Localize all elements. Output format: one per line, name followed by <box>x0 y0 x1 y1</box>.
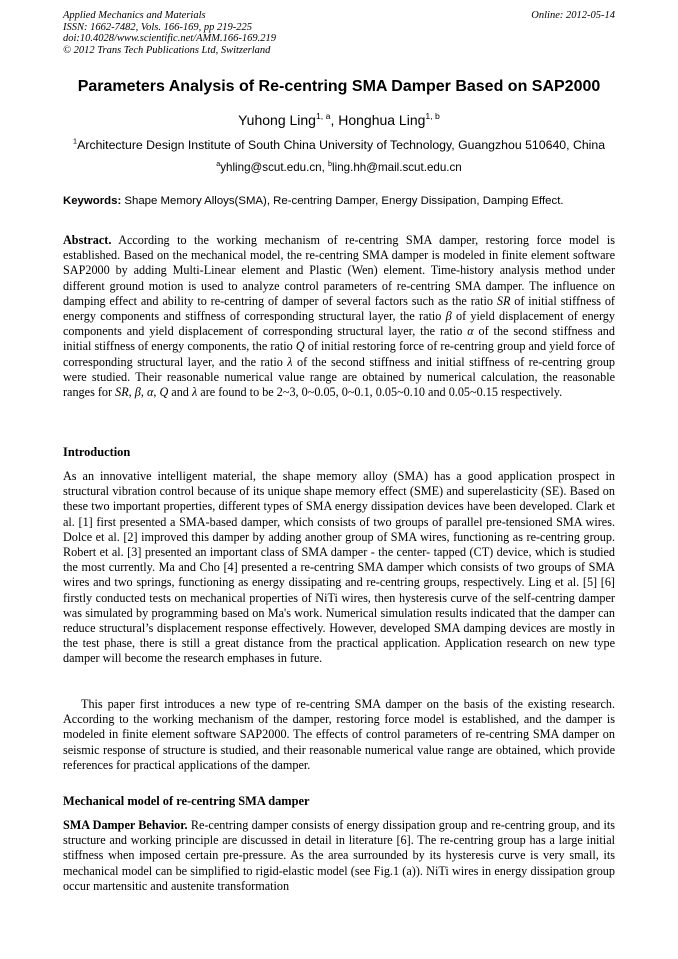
author-superscript: 1, a <box>315 110 331 121</box>
author-name: Honghua Ling <box>338 112 426 128</box>
doi-line: doi:10.4028/www.scientific.net/AMM.166-169.219 <box>63 33 276 45</box>
author-superscript: 1, b <box>425 110 440 121</box>
affiliation-superscript: 1 <box>72 136 78 146</box>
abstract-label: Abstract. <box>63 233 112 247</box>
abstract-text: are found to be 2~3, 0~0.05, 0~0.1, 0.05~0.10 and 0.05~0.15 respectively. <box>197 385 563 400</box>
email-address: ling.hh@mail.scut.edu.cn <box>332 161 462 174</box>
abstract-text: of yield displacement of energy components and yield displacement of corresponding structural layer, the ratio <box>63 309 615 339</box>
symbol-sr: SR <box>496 293 511 308</box>
symbol-alpha: α <box>467 324 474 339</box>
introduction-paragraph: This paper first introduces a new type of re-centring SMA damper on the basis of the existing research. According to the working mechanism of the damper, restoring force model is established, and the damper is modeled in finite element software SAP2000. The effects of control parameters of re-centring SMA damper on seismic response of structure is studied, and their reasonable numerical value range are obtained, which provide references for practical applications of the damper. <box>63 697 615 772</box>
introduction-paragraph: As an innovative intelligent material, the shape memory alloy (SMA) has a good application prospect in structural vibration control because of its unique shape memory effect (SME) and superelasticity (SE). Based on these two important properties, different types of SMA energy dissipation devices have been developed. Clark et al. [1] first presented a SMA-based damper, which consists of two groups of parallel pre-tensioned SMA wires. Dolce et al. [2] improved this damper by adding another group of SMA wires, functioning as re-centring group. Robert et al. [3] presented an important class of SMA damper - the center- tapped (CT) device, which is studied the most currently. Ma and Cho [4] presented a re-centring SMA damper which consists of two groups of SMA wires and two springs, functioning as energy dissipating and re-centring groups, respectively. Ling et al. [5] [6] firstly conducted tests on mechanical properties of NiTi wires, then hysteresis curve of the self-centring damper was simulated by programming based on Ma's work. Numerical simulation results indicated that the damper can reduce structural’s displacement response effectively. However, developed SMA damping devices are mostly in the test phase, there is still a great distance from the practical application. Application research on new type damper will become the research emphases in future. <box>63 469 615 666</box>
mechanical-paragraph <box>63 818 615 894</box>
section-heading-mechanical-model: Mechanical model of re-centring SMA damper <box>63 794 310 808</box>
symbol-alpha: α <box>146 385 154 400</box>
abstract-text: According to the working mechanism of re-centring SMA damper, restoring force model is established. Based on the mechanical model, the re-centring SMA damper is modeled in finite element software SAP2000 by adding Multi-Linear element and Plastic (Wen) element. Time-history analysis method under different ground motion is used to analyze control parameters of re-centring SMA damper. The influence on damping effect and ability to re-centring of damper of several factors such as the ratio <box>63 233 615 308</box>
symbol-beta: β <box>134 385 141 400</box>
section-heading-introduction: Introduction <box>63 445 131 459</box>
abstract-text: and <box>168 385 192 400</box>
online-date: Online: 2012-05-14 <box>531 10 615 21</box>
keywords-label: Keywords: <box>63 195 122 207</box>
abstract-text: , <box>128 385 135 400</box>
abstract-text: of the second stiffness and initial stiffness of energy components, the ratio <box>63 324 615 354</box>
symbol-lambda: λ <box>287 354 293 369</box>
journal-name: Applied Mechanics and Materials <box>63 10 206 21</box>
symbol-q: Q <box>295 339 305 354</box>
abstract-text: , <box>140 385 147 400</box>
affiliation <box>40 138 638 152</box>
symbol-beta: β <box>445 309 452 324</box>
abstract <box>63 233 615 400</box>
affiliation-text: Architecture Design Institute of South China University of Technology, Guangzhou 510640, China <box>77 138 606 152</box>
subsection-lead: SMA Damper Behavior. <box>63 818 188 832</box>
mechanical-text: Re-centring damper consists of energy dissipation group and re-centring group, and its structure and working principle are discussed in detail in literature [6]. The re-centring group has a large initial stiffness when imposed certain pre-pressure. As the area surrounded by its hysteresis curve is very small, its mechanical model can be simplified to rigid-elastic model (see Fig.1 (a)). NiTi wires in energy dissipation group occur martensitic and austenite transformation <box>63 818 615 893</box>
email-superscript: a <box>216 158 221 168</box>
email-line <box>40 158 638 174</box>
paper-title: Parameters Analysis of Re-centring SMA Damper Based on SAP2000 <box>77 78 601 95</box>
keywords <box>63 195 623 207</box>
symbol-sr: SR <box>115 385 129 400</box>
copyright-line: © 2012 Trans Tech Publications Ltd, Switzerland <box>63 44 271 56</box>
author-separator: , <box>330 112 339 128</box>
journal-info <box>63 10 276 56</box>
symbol-lambda: λ <box>191 385 198 400</box>
author-line <box>40 112 638 128</box>
abstract-text: of the second stiffness and initial stiffness of re-centring group were studied. Their reasonable numerical value range are obtained by numerical calculation, the reasonable ranges for <box>63 354 616 400</box>
abstract-text: of initial restoring force of re-centring group and yield force of corresponding structural layer, and the ratio <box>63 339 615 369</box>
issn-line: ISSN: 1662-7482, Vols. 166-169, pp 219-225 <box>63 21 252 33</box>
email-address: yhling@scut.edu.cn, <box>220 161 329 174</box>
author-name: Yuhong Ling <box>238 112 316 128</box>
abstract-text: of initial stiffness of energy components and stiffness of corresponding structural layer, the ratio <box>63 293 615 324</box>
email-superscript: b <box>328 158 333 168</box>
keywords-text: Shape Memory Alloys(SMA), Re-centring Damper, Energy Dissipation, Damping Effect. <box>121 195 564 207</box>
symbol-q: Q <box>159 385 169 400</box>
abstract-text: , <box>153 385 160 400</box>
